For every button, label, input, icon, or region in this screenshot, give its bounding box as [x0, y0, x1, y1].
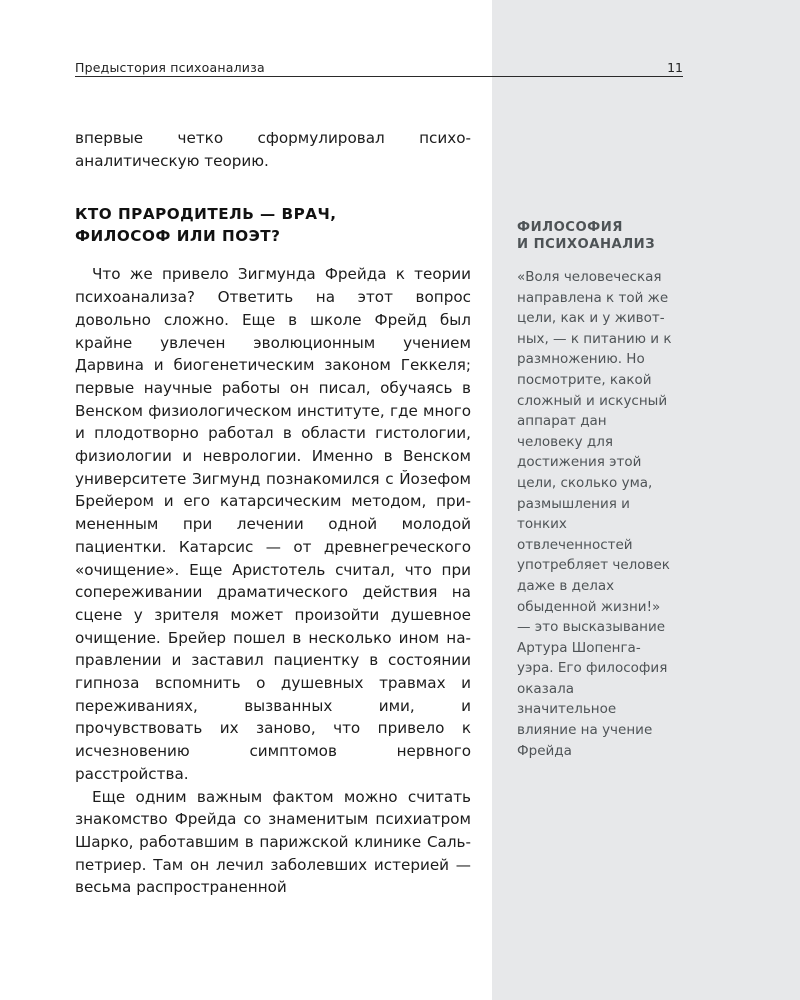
- section-title-line-1: КТО ПРАРОДИТЕЛЬ — ВРАЧ,: [75, 205, 337, 224]
- paragraph-2: Еще одним важным фактом можно считать знакомство Фрейда со знаменитым психиатром Шарко, работавшим в парижской клинике Сальпетриер. Там он лечил заболевших истерией — весьма распространенной: [75, 787, 471, 897]
- section-title: [75, 203, 471, 247]
- page-number: 11: [667, 60, 683, 75]
- sidebar-title: [517, 219, 672, 253]
- sidebar-title-line-2: И ПСИХОАНАЛИЗ: [517, 237, 656, 252]
- sidebar-quote-text: «Воля человеческая направлена к той же цели, как и у животных, — к питанию и к размножению. Но посмотрите, какой сложный и искусный аппарат дан человеку для достижения этой цели, сколько ума, размышления и тонких отвлеченностей употребляет человек даже в делах обыденной жизни!» — это высказывание Артура Шопенгауэра. Его философия оказала значительное влияние на учение Фрейда: [517, 269, 672, 759]
- running-title: Предыстория психоанализа: [75, 60, 265, 75]
- running-header: [75, 58, 683, 77]
- paragraph-1: Что же привело Зигмунда Фрейда к теории психоанализа? Ответить на этот вопрос довольно сложно. Еще в школе Фрейд был крайне увлечен эволюционным учением Дарвина и биогенетическим законом Геккеля; первые научные работы он писал, обучаясь в Венском физиологическом институте, где много и плодотворно работал в области гистологии, физиологии и неврологии. Именно в Венском университете Зигмунд познакомился с Йозефом Брейером и его катарсическим методом, примененным при лечении одной молодой пациентки. Катарсис — от древнегреческого «очищение». Еще Аристотель считал, что при сопереживании драматического действия на сцене у зрителя может произойти душевное очищение. Брейер пошел в несколько ином направлении и заставил пациентку в состоянии гипноза вспомнить о душевных травмах и переживаниях, вызванных ими, и прочувствовать их заново, что привело к исчезновению симптомов нервного расстройства.: [75, 265, 471, 783]
- sidebar-text-block: [517, 267, 672, 761]
- intro-paragraph: впервые четко сформулировал психоаналитическую теорию.: [75, 129, 471, 170]
- main-text-column: [75, 127, 471, 899]
- sidebar-title-line-1: ФИЛОСОФИЯ: [517, 220, 623, 235]
- section-title-line-2: ФИЛОСОФ ИЛИ ПОЭТ?: [75, 227, 281, 246]
- sidebar-note: [517, 219, 672, 761]
